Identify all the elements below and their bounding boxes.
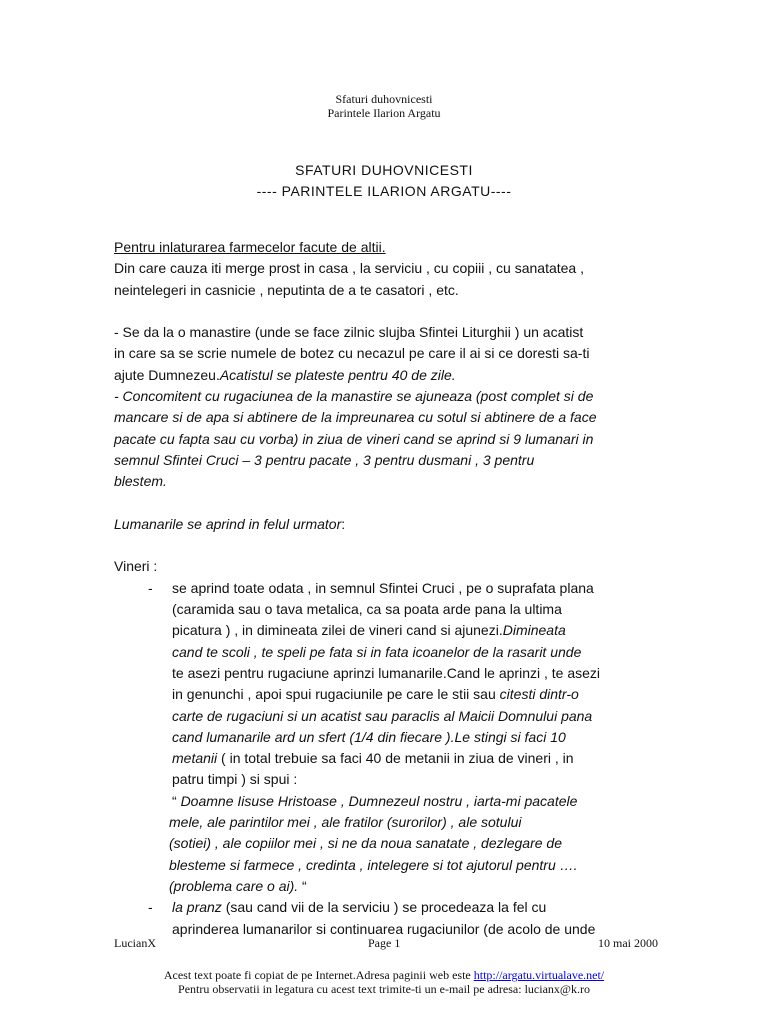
paragraph-line: - Concomitent cu rugaciunea de la manastire se ajuneaza (post complet si de (114, 388, 594, 405)
footer-author: LucianX (114, 936, 156, 950)
day-label: Vineri : (114, 558, 158, 575)
list-item-line (172, 620, 654, 641)
dash-bullet: - (148, 899, 153, 916)
text-run-italic: la pranz (172, 899, 222, 916)
text-run: ( in total trebuie sa faci 40 de metanii in ziua de vineri , in (217, 750, 574, 767)
dash-bullet: - (148, 579, 153, 596)
paragraph-line: blestem. (114, 473, 167, 490)
text-run-italic: Doamne Iisuse Hristoase , Dumnezeul nostru , iarta-mi pacatele (180, 792, 578, 809)
footer-page-number: Page 1 (368, 936, 401, 950)
intro-line: Din care cauza iti merge prost in casa , la serviciu , cu copiii , cu sanatatea , (114, 260, 584, 277)
text-run-italic: metanii (172, 750, 218, 767)
text-run: “ (298, 877, 307, 894)
list-item-line (172, 684, 654, 705)
text-run-italic: cand lumanarile ard un sfert (1/4 din fiecare ). (172, 728, 455, 745)
document-title: SFATURI DUHOVNICESTI (295, 162, 473, 178)
intro-line: neintelegeri in casnicie , neputinta de a te casatori , etc. (114, 281, 459, 298)
list-item-line (172, 727, 654, 748)
text-run-italic: Le stingi si faci 10 (454, 728, 566, 745)
list-item-line: patru timpi ) si spui : (172, 771, 298, 788)
paragraph-line: in care sa se scrie numele de botez cu necazul pe care il ai si ce doresti sa-ti (114, 345, 590, 362)
footnote-email-line: Pentru observatii in legatura cu acest text trimite-ti un e-mail pe adresa: lucianx@k.ro (178, 982, 590, 996)
website-link[interactable]: http://argatu.virtualave.net/ (473, 968, 605, 982)
running-header-title: Sfaturi duhovnicesti (335, 92, 433, 106)
text-run-italic: Lumanarile se aprind in felul urmator (114, 515, 342, 532)
paragraph-line (114, 514, 654, 535)
paragraph-line: - Se da la o manastire (unde se face zilnic slujba Sfintei Liturghii ) un acatist (114, 324, 584, 341)
list-item-line: carte de rugaciuni si un acatist sau paraclis al Maicii Domnului pana (172, 707, 593, 724)
footnote-text: Acest text poate fi copiat de pe Internet.Adresa paginii web este (163, 968, 474, 982)
section-heading: Pentru inlaturarea farmecelor facute de altii. (114, 239, 386, 255)
text-run: ajute Dumnezeu. (114, 366, 220, 383)
text-run: (sau cand vii de la serviciu ) se procedeaza la fel cu (221, 899, 547, 916)
prayer-line: (sotiei) , ale copiilor mei , si ne da noua sanatate , dezlegare de (169, 835, 563, 852)
list-item-line: te asezi pentru rugaciune aprinzi lumanarile.Cand le aprinzi , te asezi (172, 664, 601, 681)
list-item-line: cand te scoli , te speli pe fata si in fata icoanelor de la rasarit unde (172, 643, 582, 660)
prayer-line (172, 791, 654, 812)
list-item (114, 897, 654, 940)
list-item-line (172, 897, 654, 918)
footnote-line (0, 968, 768, 982)
list-item-line: se aprind toate odata , in semnul Sfintei Cruci , pe o suprafata plana (172, 579, 594, 596)
prayer-block (169, 791, 654, 897)
text-run: in genunchi , apoi spui rugaciunile pe care le stii sau (172, 686, 500, 703)
paragraph-line: mancare si de apa si abtinere de la impreunarea cu sotul si abtinere de a face (114, 409, 597, 426)
prayer-line (169, 876, 654, 897)
list-item-line: aprinderea lumanarilor si continuarea rugaciunilor (de acolo de unde (172, 920, 596, 937)
text-run-italic: (problema care o ai). (169, 877, 299, 894)
text-run-italic: Dimineata (502, 622, 566, 639)
running-header-author: Parintele Ilarion Argatu (327, 106, 441, 120)
list-item (114, 578, 654, 897)
list-item-line: (caramida sau o tava metalica, ca sa poata arde pana la ultima (172, 601, 562, 618)
paragraph-line (114, 365, 654, 386)
document-body (114, 237, 654, 940)
prayer-line: mele, ale parintilor mei , ale fratilor (surorilor) , ale sotului (169, 814, 522, 831)
text-run: picatura ) , in dimineata zilei de vineri cand si ajunezi. (172, 622, 503, 639)
text-run: “ (172, 792, 181, 809)
paragraph-line: pacate cu fapta sau cu vorba) in ziua de vineri cand se aprind si 9 lumanari in (114, 430, 594, 447)
paragraph-line: semnul Sfintei Cruci – 3 pentru pacate , 3 pentru dusmani , 3 pentru (114, 451, 535, 468)
prayer-line: blesteme si farmece , credinta , intelegere si tot ajutorul pentru …. (169, 856, 578, 873)
text-run: : (341, 515, 346, 532)
text-run-italic: citesti dintr-o (499, 686, 579, 703)
footer-date: 10 mai 2000 (598, 936, 658, 950)
text-run-italic: Acatistul se plateste pentru 40 de zile. (219, 366, 456, 383)
document-subtitle: ---- PARINTELE ILARION ARGATU---- (256, 183, 512, 199)
list-item-line (172, 748, 654, 769)
